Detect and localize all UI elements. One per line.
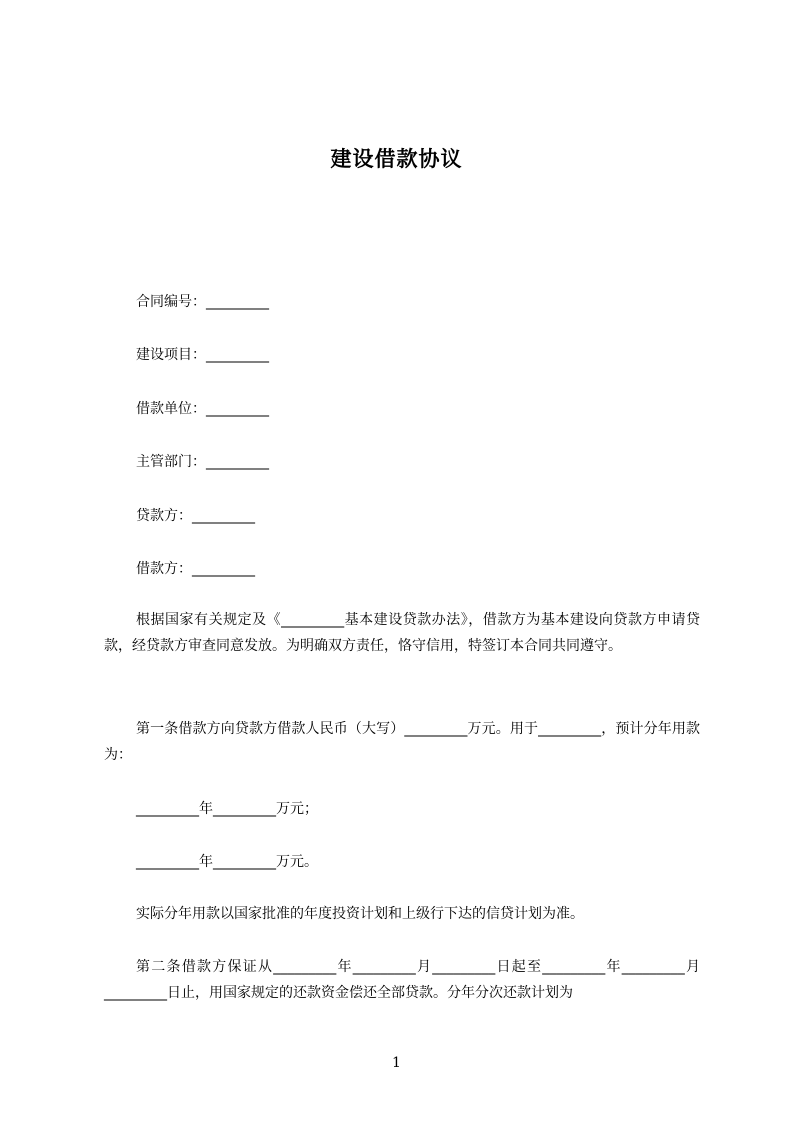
article-2-paragraph: 第二条借款方保证从_________年_________月_________日起至_________年_________月_________日止，用国家规定的还款资金偿还全部贷款。分年分次还款计划为	[104, 959, 700, 1001]
page-number: 1	[392, 1055, 401, 1071]
year-amount-line-2: _________年_________万元。	[136, 854, 318, 870]
field-supervising-department: 主管部门：_________	[136, 454, 269, 470]
actual-use-paragraph: 实际分年用款以国家批准的年度投资计划和上级行下达的信贷计划为准。	[136, 906, 584, 922]
field-lender: 贷款方：_________	[136, 508, 255, 524]
article-1-paragraph: 第一条借款方向贷款方借款人民币（大写）_________万元。用于_________，预计分年用款为：	[104, 721, 700, 763]
field-borrower: 借款方：_________	[136, 561, 255, 577]
field-construction-project: 建设项目：_________	[136, 347, 269, 363]
document-title: 建设借款协议	[330, 147, 463, 171]
year-amount-line-1: _________年_________万元；	[136, 801, 318, 817]
intro-paragraph: 根据国家有关规定及《_________基本建设贷款办法》，借款方为基本建设向贷款方申请贷款，经贷款方审查同意发放。为明确双方责任，恪守信用，特签订本合同共同遵守。	[104, 612, 700, 654]
field-borrowing-unit: 借款单位：_________	[136, 401, 269, 417]
field-contract-number: 合同编号：_________	[136, 294, 269, 310]
